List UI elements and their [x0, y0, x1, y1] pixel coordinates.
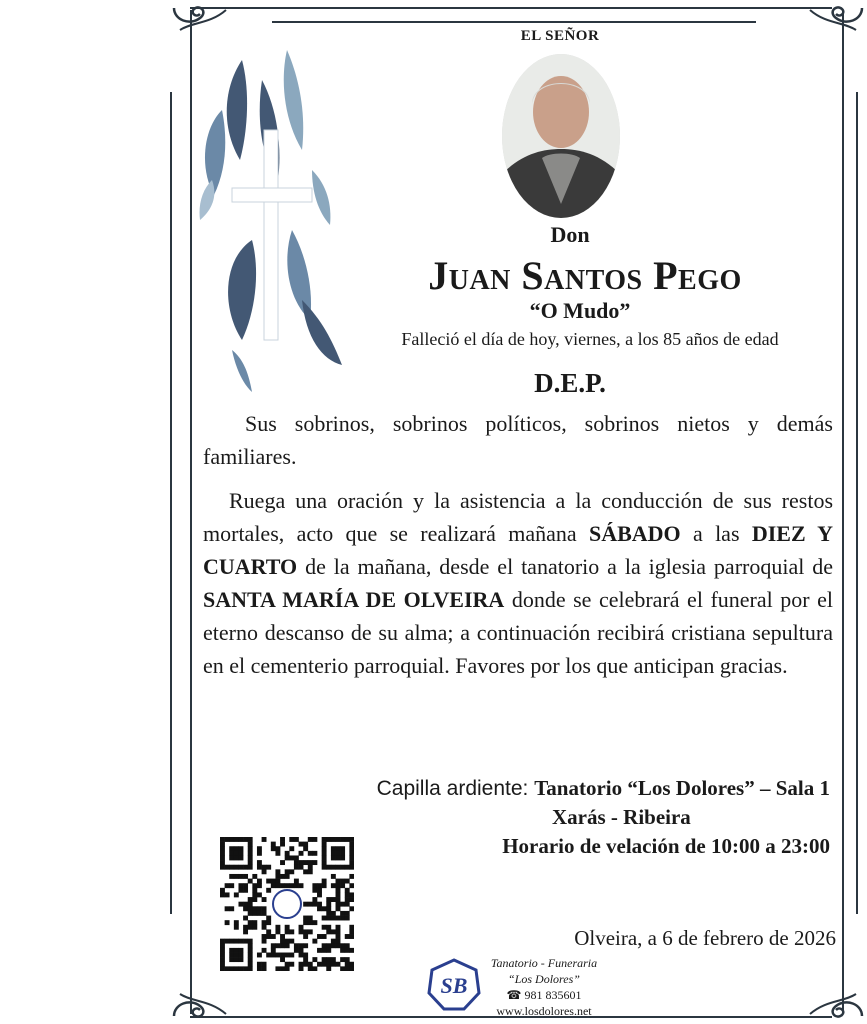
- company-line1: Tanatorio - Funeraria: [490, 956, 598, 970]
- person-name: Juan Santos Pego: [428, 253, 742, 298]
- phone-number: 981 835601: [524, 988, 582, 1002]
- cross-with-leaves-icon: [192, 20, 352, 400]
- person-prefix: Don: [550, 222, 590, 247]
- funeral-home-logo: [426, 957, 482, 1013]
- chapel-location: Tanatorio “Los Dolores” – Sala 1: [534, 776, 830, 800]
- company-line2: “Los Dolores”: [508, 972, 580, 986]
- ceremony-text: Ruega una oración y la asistencia a la conducción de sus restos mortales, acto que se realizará mañana: [203, 488, 833, 546]
- phone-icon: ☎: [506, 988, 522, 1002]
- ceremony-paragraph: [203, 484, 833, 682]
- dep-label: D.E.P.: [534, 368, 606, 398]
- logo-letters: SB: [440, 973, 468, 998]
- ceremony-text: de la mañana, desde el tanatorio a la iglesia parroquial de: [297, 554, 833, 579]
- chapel-hours: Horario de velación de 10:00 a 23:00: [502, 834, 830, 858]
- death-notice: Falleció el día de hoy, viernes, a los 85 años de edad: [401, 329, 779, 349]
- place-date: Olveira, a 6 de febrero de 2026: [574, 926, 836, 950]
- ceremony-text: a las: [680, 521, 752, 546]
- ceremony-text: donde se celebrará el funeral por el eterno descanso de su alma; a continuación recibirá cristiana sepultura en el cementerio parroquial. Favores por los que anticipan gracias.: [203, 587, 833, 678]
- website-link[interactable]: www.losdolores.net: [496, 1004, 592, 1018]
- corner-ornament-icon: [808, 990, 866, 1024]
- ceremony-day: SÁBADO: [588, 521, 681, 546]
- qr-code-icon[interactable]: [220, 837, 354, 971]
- corner-ornament-icon: [170, 990, 228, 1024]
- ceremony-church: SANTA MARÍA DE OLVEIRA: [203, 587, 505, 612]
- person-nickname: “O Mudo”: [529, 298, 631, 323]
- ceremony-time: DIEZ Y CUARTO: [203, 521, 834, 579]
- portrait-photo: [502, 54, 620, 218]
- chapel-label: Capilla ardiente:: [376, 777, 535, 800]
- chapel-town: Xarás - Ribeira: [552, 805, 691, 829]
- phone-line: [478, 987, 610, 1003]
- family-paragraph: Sus sobrinos, sobrinos políticos, sobrinos nietos y demás familiares.: [203, 411, 833, 469]
- company-info: [478, 955, 610, 1019]
- header-title: EL SEÑOR: [520, 28, 600, 44]
